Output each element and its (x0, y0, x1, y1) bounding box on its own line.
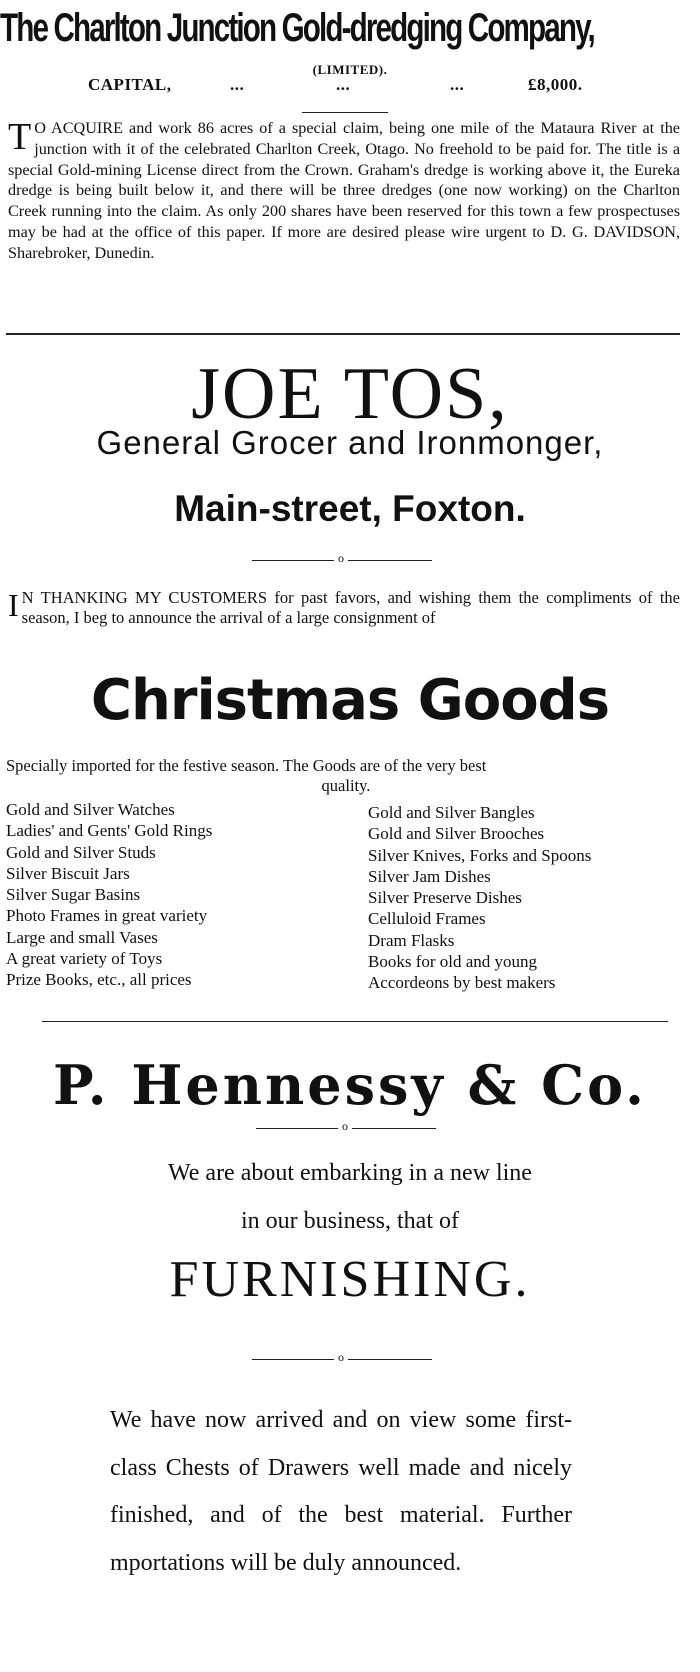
capital-value: £8,000. (528, 75, 583, 94)
list-item: A great variety of Toys (6, 949, 163, 969)
section-divider-2 (42, 1021, 668, 1022)
charlton-body-text (8, 118, 680, 264)
list-item: Silver Preserve Dishes (368, 888, 522, 908)
list-item: Silver Knives, Forks and Spoons (368, 845, 592, 865)
goods-list-right (368, 802, 688, 994)
list-item: Large and small Vases (6, 927, 158, 947)
capital-dots-2: ... (336, 75, 351, 94)
list-item: Silver Sugar Basins (6, 885, 141, 905)
list-item: Photo Frames in great variety (6, 906, 208, 926)
special-line-end: quality. (321, 776, 371, 795)
list-item: Dram Flasks (368, 930, 455, 950)
list-item: Silver Biscuit Jars (6, 863, 130, 883)
capital-dots-3: ... (450, 75, 465, 94)
ornament-divider-3 (252, 1350, 432, 1366)
hennessy-intro-line-1: We are about embarking in a new line (168, 1160, 532, 1186)
charlton-drop-cap: T (8, 116, 32, 158)
list-item: Books for old and young (368, 952, 538, 972)
hennessy-intro-line-2: in our business, that of (241, 1208, 459, 1234)
goods-list-left (6, 799, 346, 991)
hennessy-title: P. Hennessy & Co. (53, 1053, 647, 1117)
section-divider-1 (6, 333, 680, 335)
list-item: Gold and Silver Brooches (368, 824, 545, 844)
list-item: Prize Books, etc., all prices (6, 970, 192, 990)
furnishing-headline: FURNISHING. (169, 1251, 531, 1308)
special-import-line (6, 756, 686, 796)
joe-tos-subtitle: General Grocer and Ironmonger, (96, 424, 604, 461)
ornament-divider-2 (256, 1119, 436, 1135)
limited-label: (LIMITED). (312, 62, 388, 77)
list-item: Ladies' and Gents' Gold Rings (6, 821, 213, 841)
list-item: Gold and Silver Bangles (368, 803, 535, 822)
special-line-text: Specially imported for the festive season. The Goods are of the very best (6, 756, 487, 775)
list-item: Gold and Silver Studs (6, 842, 156, 862)
ornament-circle: o (338, 551, 344, 565)
joe-drop-cap: I (8, 587, 19, 623)
ornament-divider-1 (252, 551, 432, 567)
ornament-circle: o (338, 1350, 344, 1364)
list-item: Celluloid Frames (368, 909, 486, 929)
charlton-paragraph: O ACQUIRE and work 86 acres of a special claim, being one mile of the Mataura River at the junction with it of the celebrated Charlton Creek, Otago. No freehold to be paid for. The title is a special Gold-mining License direct from the Crown. Graham's dredge is working above it, the Eureka dredge is being built below it, and there will be three dredges (one now working) on the Charlton Creek running into the claim. As only 200 shares have been reserved for this town a few prospectuses may be had at the office of this paper. If more are desired please wire urgent to D. G. DAVIDSON, Sharebroker, Dunedin. (8, 119, 680, 262)
hennessy-body-text: We have now arrived and on view some first-class Chests of Drawers well made and nicely finished, and of the best material. Further mportations will be duly announced. (110, 1407, 572, 1576)
christmas-goods-headline: Christmas Goods (90, 668, 610, 733)
list-item: Silver Jam Dishes (368, 866, 491, 886)
joe-paragraph: N THANKING MY CUSTOMERS for past favors, and wishing them the compliments of the season, I beg to announce the arrival of a large consignment of (21, 588, 680, 627)
charlton-company-title: The Charlton Junction Gold-dredging Company, (0, 6, 594, 50)
joe-tos-title: JOE TOS, (191, 353, 509, 435)
joe-tos-body-text (8, 588, 680, 627)
capital-label: CAPITAL, (88, 75, 172, 94)
list-item: Accordeons by best makers (368, 973, 556, 993)
list-item: Gold and Silver Watches (6, 800, 175, 819)
ornament-circle: o (342, 1119, 348, 1133)
short-divider (302, 112, 388, 113)
joe-tos-address: Main-street, Foxton. (174, 488, 526, 529)
capital-dots-1: ... (230, 75, 245, 94)
